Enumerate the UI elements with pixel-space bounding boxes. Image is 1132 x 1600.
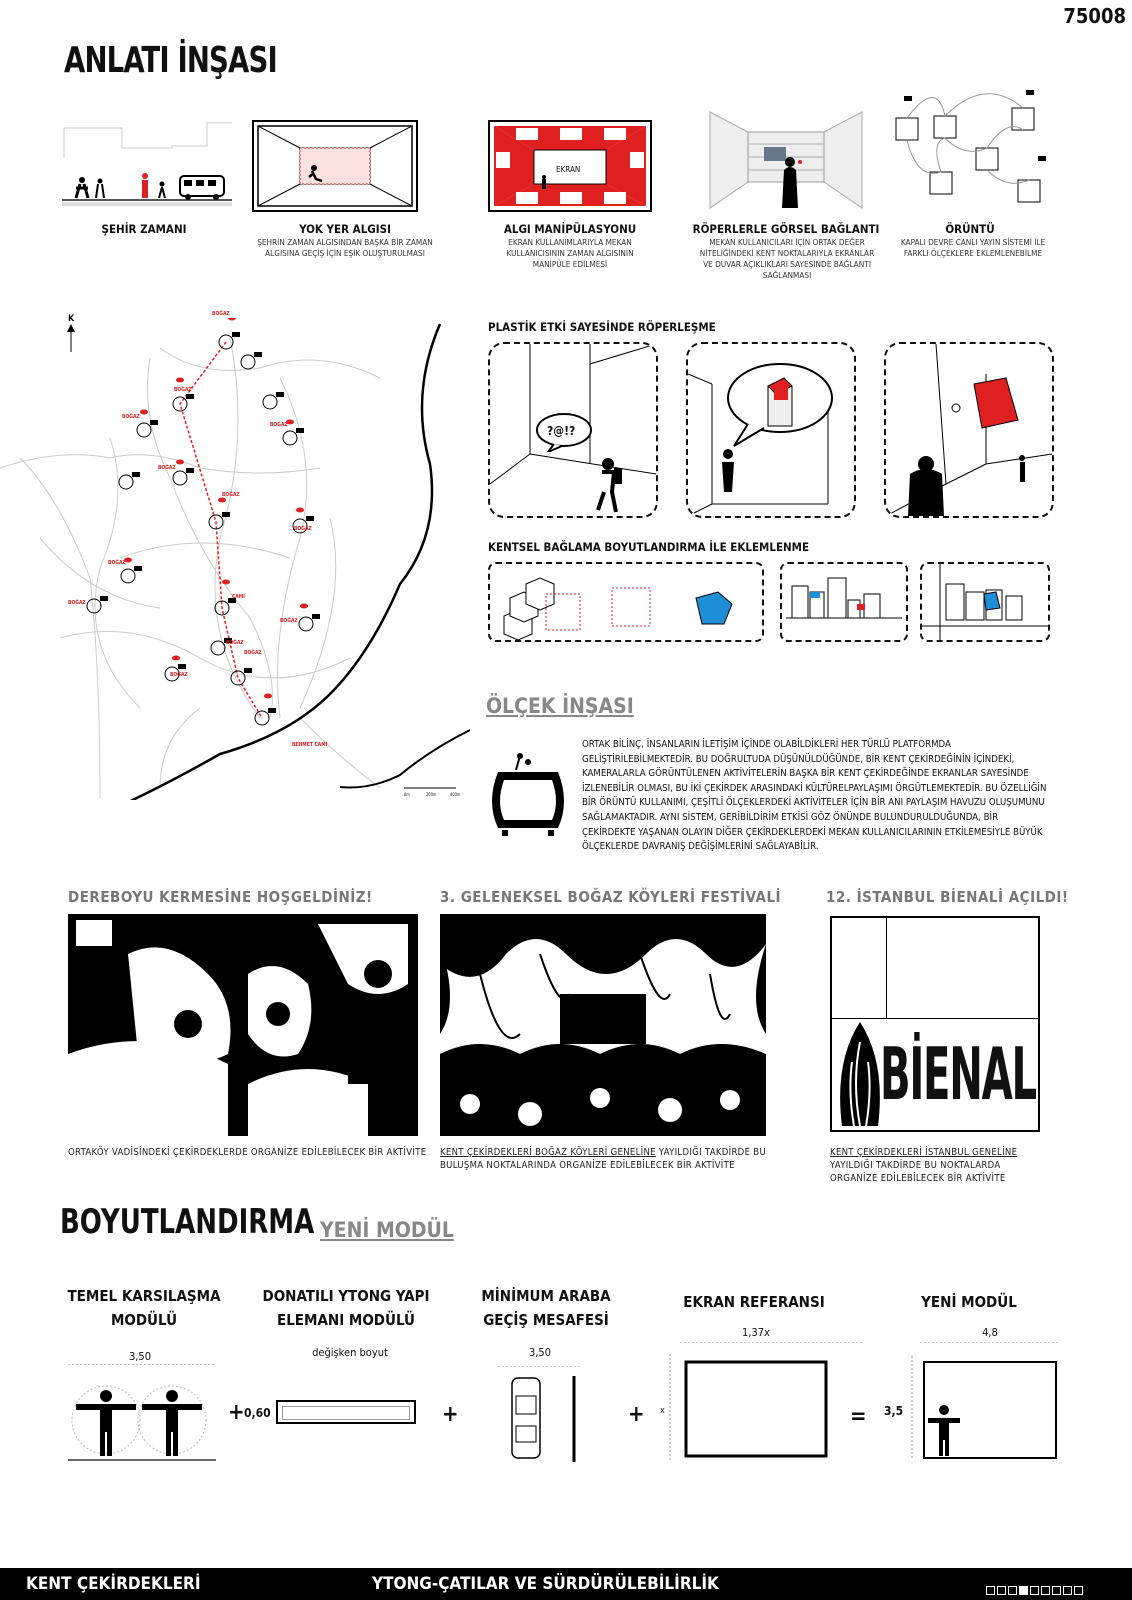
map-label-4: BOĞAZ — [270, 422, 288, 428]
module-title-2: DONATILI YTONG YAPI ELEMANI MODÜLÜ — [262, 1287, 430, 1329]
event-title-1: DEREBOYU KERMESİNE HOŞGELDİNİZ! — [68, 888, 373, 906]
plus-value: 0,60 — [244, 1406, 271, 1420]
tulip-icon — [838, 1022, 882, 1126]
module-dim-2: değişken boyut — [312, 1346, 388, 1359]
page-dot-1 — [986, 1586, 995, 1595]
concept-desc-3: EKRAN KULLANIMLARIYLA MEKAN KULLANICISININ ZAMAN ALGISININ MANİPÜLE EDİLMESİ — [506, 237, 634, 269]
plus-1: + — [228, 1400, 245, 1425]
page-title: ANLATI İNŞASI — [64, 40, 277, 81]
olcek-title: ÖLÇEK İNŞASI — [486, 694, 634, 718]
scale-400: 400m — [450, 792, 461, 797]
map-label-2: BOĞAZ — [174, 387, 192, 393]
module-dim-1: 3,50 — [128, 1350, 152, 1363]
map-label-11: BOĞAZ — [280, 618, 298, 624]
page-indicator — [984, 1580, 1083, 1599]
pattern-illustration — [890, 88, 1050, 213]
boyutlandirma-title: BOYUTLANDIRMA — [60, 1202, 315, 1242]
concept-desc-4: MEKAN KULLANICILARI İÇİN ORTAK DEĞER NİTELİĞİNDEKİ KENT NOKTALARIYLA EKRANLAR VE DUVAR AÇIKLIKLARI SAYESİNDE BAĞLANTI SAĞLANMASI — [699, 237, 875, 280]
page-dot-8 — [1063, 1586, 1072, 1595]
ytong-element — [276, 1400, 416, 1424]
footer-left-title: KENT ÇEKİRDEKLERİ — [26, 1574, 201, 1594]
event-title-3: 12. İSTANBUL BİENALİ AÇILDI! — [826, 888, 1069, 906]
module-dim-3: 3,50 — [528, 1346, 552, 1359]
map-label-8: BOĞAZ — [108, 560, 126, 566]
car-module-drawing — [498, 1366, 580, 1466]
page-dot-3 — [1008, 1586, 1017, 1595]
plastik-title: PLASTİK ETKİ SAYESİNDE RÖPERLEŞME — [488, 320, 716, 334]
north-label: K — [68, 314, 75, 324]
meeting-module-drawing — [66, 1364, 222, 1464]
concept-title-5: ÖRÜNTÜ — [945, 222, 995, 236]
event-title-2: 3. GELENEKSEL BOĞAZ KÖYLERİ FESTİVALİ — [440, 888, 782, 906]
bienal-word: BİENAL — [880, 1032, 1036, 1116]
module-title-1: TEMEL KARSILAŞMA MODÜLÜ — [67, 1287, 221, 1329]
new-module-drawing — [906, 1342, 1062, 1466]
no-place-illustration — [252, 120, 418, 212]
plus-3: + — [628, 1402, 645, 1427]
module-title-3: MİNİMUM ARABA GEÇİŞ MESAFESİ — [481, 1287, 611, 1329]
urban-context-panel-2 — [780, 562, 908, 642]
height-value: 3,5 — [884, 1404, 904, 1418]
module-dim-5: 4,8 — [982, 1326, 998, 1339]
urban-context-panel-1 — [488, 562, 764, 642]
module-title-4: EKRAN REFERANSI — [683, 1293, 825, 1311]
scale-200: 200m — [426, 792, 437, 797]
concept-desc-2: ŞEHRİN ZAMAN ALGISINDAN BAŞKA BİR ZAMAN ALGISINA GEÇİŞ İÇİN EŞİK OLUŞTURULMASI — [257, 237, 433, 258]
concept-title-2: YOK YER ALGISI — [299, 222, 391, 236]
concept-title-4: RÖPERLERLE GÖRSEL BAĞLANTI — [692, 222, 880, 236]
festival-photo — [440, 914, 766, 1136]
site-map — [0, 318, 470, 800]
page-dot-7 — [1052, 1586, 1061, 1595]
map-label-6: BOĞAZ — [222, 492, 240, 498]
module-title-5: YENİ MODÜL — [921, 1293, 1017, 1311]
concept-title-3: ALGI MANİPÜLASYONU — [503, 222, 637, 236]
olcek-paragraph: ORTAK BİLİNÇ, İNSANLARIN İLETİŞİM İÇİNDE OLABİLDİKLERİ HER TÜRLÜ PLATFORMDA GELİŞTİRİLEBİLMEKTEDİR. BU DOĞRULTUDA DÜŞÜNÜLDÜĞÜNDE, BİR KENT ÇEKİRDEĞİNİN İÇİNDEKİ, KAMERALARLA GÖRÜNTÜLENEN AKTİVİTELERİN BAŞKA BİR KENT ÇEKİRDEĞİNDE EKRANLAR SAYESİNDE İZLENEBİLİR OLMASI, BU İKİ ÇEKİRDEK ARASINDAKİ KÜLTÜRELPAYLAŞIMI ÖRGÜTLEMEKTEDİR. BU ÖZELLİĞİN BİR ÖRÜNTÜ KULLANIMI, ÇEŞİTLİ ÖLÇEKLERDEKİ AKTİVİTELER İÇİN BİR ANI PAYLAŞIM HAVUZU OLUŞUMUNU SAĞLAMAKTADIR. AYNI SİSTEM, GERİBİLDİRİM ETKİSİ GÖZ ÖNÜNDE BULUNDURULDUĞUNDA, BİR ÇEKİRDEKTE YAŞANAN OLAYIN DİĞER ÇEKİRDEKLERDEKİ MEKAN KULLANICILARININ ETKİLEMESİYLE BÜYÜK ÖLÇEKLERDE DAVRANIŞ DEĞİŞİMLERİNİ SAĞLAYABİLİR. — [582, 739, 1047, 853]
event-caption-2: KENT ÇEKİRDEKLERİ BOĞAZ KÖYLERİ GENELİNE YAYILDIĞI TAKDİRDE BU BULUŞMA NOKTALARINDA ORGANİZE EDİLEBİLECEK BİR AKTİVİTE — [440, 1147, 767, 1171]
equals: = — [850, 1404, 867, 1429]
map-label-15: BEHMET CAMİ — [292, 742, 328, 748]
page-dot-9 — [1074, 1586, 1083, 1595]
map-label-1: BOĞAZ — [212, 311, 230, 317]
map-label-14: BOĞAZ — [170, 672, 188, 678]
module-dim-4: 1,37x — [742, 1326, 770, 1339]
event-caption-3: KENT ÇEKİRDEKLERİ İSTANBUL GENELİNE YAYILDIĞI TAKDİRDE BU NOKTALARDA ORGANİZE EDİLEBİLECEK BİR AKTİVİTE — [830, 1147, 1018, 1184]
kentsel-title: KENTSEL BAĞLAMA BOYUTLANDIRMA İLE EKLEMLENME — [488, 540, 810, 554]
speech-bubble-text: ?@!? — [547, 424, 576, 438]
yeni-modul-subtitle: YENİ MODÜL — [320, 1218, 454, 1242]
page-dot-5 — [1030, 1586, 1039, 1595]
page-dot-6 — [1041, 1586, 1050, 1595]
map-label-7: BOĞAZ — [294, 526, 312, 532]
urban-context-panel-3 — [920, 562, 1050, 642]
footer-center-title: YTONG-ÇATILAR VE SÜRDÜRÜLEBİLİRLİK — [372, 1574, 719, 1594]
perspective-panel-3 — [884, 342, 1054, 518]
event-caption-1: ORTAKÖY VADİSİNDEKİ ÇEKİRDEKLERDE ORGANİZE EDİLEBİLECEK BİR AKTİVİTE — [68, 1147, 427, 1158]
bienal-poster — [830, 916, 1040, 1132]
map-label-9: CAMİ — [232, 594, 245, 600]
perspective-panel-2 — [686, 342, 856, 518]
scale-0: 0m — [404, 792, 410, 797]
concept-title-1: ŞEHİR ZAMANI — [101, 222, 187, 236]
tv-icon — [488, 752, 568, 838]
map-label-13: BOĞAZ — [244, 650, 262, 656]
page-dot-4 — [1019, 1586, 1028, 1595]
map-label-12: BOĞAZ — [226, 640, 244, 646]
x-label: x — [660, 1406, 665, 1416]
plus-2: + — [442, 1402, 459, 1427]
screen-reference-drawing — [666, 1342, 866, 1466]
concept-desc-5: KAPALI DEVRE CANLI YAYIN SİSTEMİ İLE FARKLI ÖLÇEKLERE EKLEMLENEBİLME — [900, 237, 1046, 258]
map-label-5: BOĞAZ — [158, 465, 176, 471]
city-time-illustration — [62, 118, 232, 213]
screen-label: EKRAN — [556, 165, 581, 174]
visual-connection-illustration — [708, 110, 864, 214]
map-label-3: BOĞAZ — [122, 414, 140, 420]
map-label-10: BOĞAZ — [68, 600, 86, 606]
page-dot-2 — [997, 1586, 1006, 1595]
sheet-number: 75008 — [1063, 4, 1126, 28]
kermes-photo — [68, 914, 418, 1136]
